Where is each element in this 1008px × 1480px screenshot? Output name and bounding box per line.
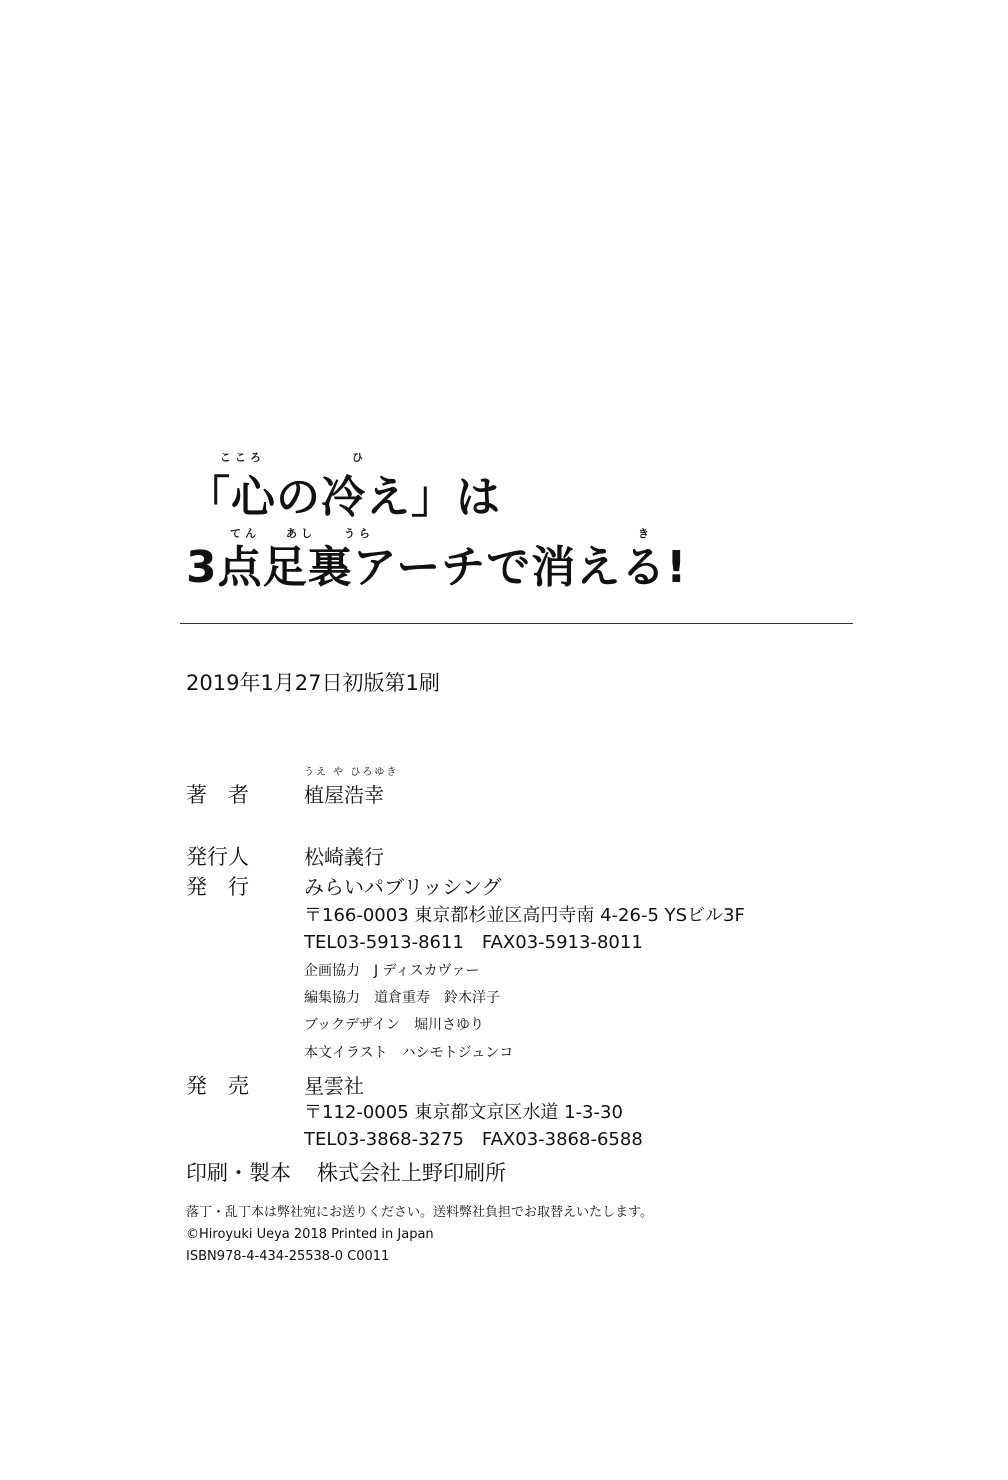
distributor-tel-fax: TEL03-3868-3275 FAX03-3868-6588 [304, 1129, 643, 1150]
title-ruby-kokoro: こころ [220, 451, 265, 464]
publisher-label: 発 行 [186, 875, 249, 899]
edition-date: 2019年1月27日初版第1刷 [186, 671, 440, 695]
printing-label: 印刷・製本 [186, 1161, 291, 1185]
publisher-address: 〒166-0003 東京都杉並区高円寺南 4-26-5 YSビル3F [304, 905, 745, 926]
illustration-credit: 本文イラスト ハシモトジュンコ [304, 1045, 514, 1061]
planning-credit: 企画協力 J ディスカヴァー [304, 963, 480, 979]
author-name: 植屋浩幸 [304, 783, 384, 807]
title-ruby-ashi: あし [286, 527, 316, 540]
distributor-name: 星雲社 [304, 1074, 364, 1098]
publisher-person-name: 松崎義行 [304, 845, 384, 869]
printing-row [186, 1159, 506, 1187]
colophon-notes [186, 1202, 653, 1268]
publisher-person-label: 発行人 [186, 845, 249, 869]
divider-line [180, 623, 853, 624]
author-label: 著 者 [186, 783, 249, 807]
title-ruby-hi: ひ [352, 451, 367, 464]
author-ruby: うえ や ひろゆき [304, 767, 399, 778]
replacement-note: 落丁・乱丁本は弊社宛にお送りください。送料弊社負担でお取替えいたします。 [186, 1205, 653, 1220]
publisher-name: みらいパブリッシング [304, 875, 502, 899]
design-credit: ブックデザイン 堀川さゆり [304, 1017, 485, 1033]
distributor-label: 発 売 [186, 1074, 249, 1098]
title-ruby-ten: てん [230, 527, 260, 540]
title-ruby-ki: き [638, 527, 653, 540]
isbn: ISBN978-4-434-25538-0 C0011 [186, 1249, 390, 1264]
distributor-address: 〒112-0005 東京都文京区水道 1-3-30 [304, 1102, 623, 1123]
editing-credit: 編集協力 道倉重寿 鈴木洋子 [304, 990, 500, 1006]
printing-company: 株式会社上野印刷所 [317, 1161, 506, 1185]
title-line-2: 3点足裏アーチで消える! [186, 542, 688, 593]
title-ruby-ura: うら [344, 527, 374, 540]
publisher-tel-fax: TEL03-5913-8611 FAX03-5913-8011 [304, 932, 643, 953]
copyright-notice: ©Hiroyuki Ueya 2018 Printed in Japan [186, 1227, 434, 1242]
title-line-1: 「心の冷え」は [186, 472, 501, 523]
